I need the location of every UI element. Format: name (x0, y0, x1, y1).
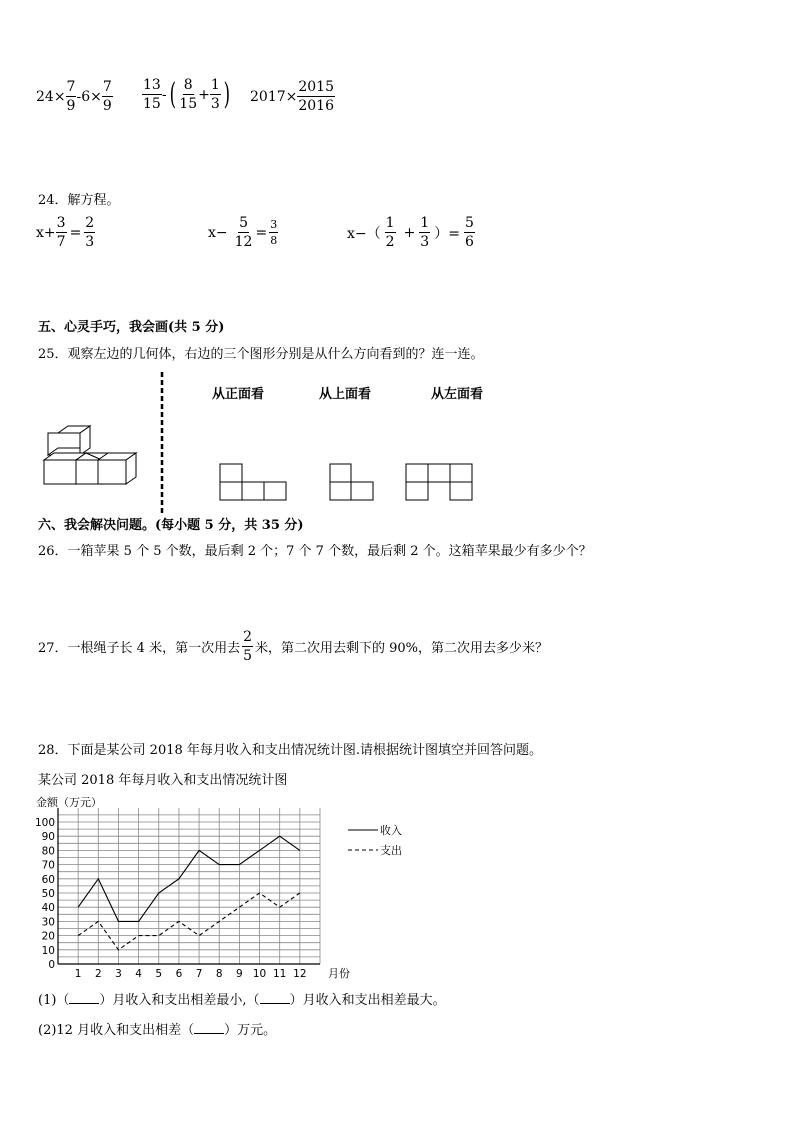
numerator: 2 (85, 215, 95, 231)
y-tick-label: 70 (41, 859, 55, 872)
calc-expression-2 (142, 78, 232, 111)
y-tick-label: 100 (34, 817, 55, 829)
chart-grid (58, 808, 320, 964)
x-tick-labels (75, 968, 307, 980)
denominator: 3 (420, 234, 430, 250)
eq-text: x−（ (347, 225, 381, 242)
denominator: 12 (234, 234, 253, 250)
q25-figure (36, 368, 496, 516)
x-tick-label: 8 (215, 968, 223, 980)
numerator: 3 (270, 218, 278, 231)
y-tick-label: 50 (41, 888, 55, 900)
equation-1 (36, 216, 95, 249)
x-tick-label: 4 (135, 968, 142, 980)
q27-pre: 27．一根绳子长 4 米，第一次用去 (38, 641, 241, 656)
numerator: 5 (239, 215, 249, 231)
eq-text: + (403, 224, 416, 241)
x-tick-label: 12 (293, 968, 307, 980)
q26-text: 26．一箱苹果 5 个 5 个数，最后剩 2 个；7 个 7 个数，最后剩 2 个。这箱苹果最少有多少个？ (38, 544, 592, 559)
denominator: 6 (464, 234, 474, 250)
q25-text: 25．观察左边的几何体，右边的三个图形分别是从什么方向看到的？连一连。 (38, 347, 484, 362)
q28-sub2-b: ）万元。 (224, 1023, 277, 1038)
denominator: 3 (85, 234, 95, 250)
answer-blank-3[interactable] (194, 1021, 224, 1034)
denominator: 15 (143, 96, 161, 112)
label-left-view: 从左面看 (431, 387, 484, 402)
expr-text: - (161, 86, 167, 103)
label-front-view: 从正面看 (212, 387, 265, 402)
x-tick-label: 1 (74, 968, 82, 980)
denominator: 7 (56, 234, 66, 250)
numerator: 8 (183, 77, 193, 93)
q27-text (38, 630, 548, 663)
eq-text: x− (208, 224, 228, 241)
y-tick-label: 40 (41, 902, 55, 915)
numerator: 2 (243, 629, 252, 645)
denominator: 2 (385, 234, 395, 250)
numerator: 1 (385, 215, 395, 231)
numerator: 2015 (298, 79, 334, 95)
expr-text: 2017× (250, 88, 298, 105)
expr-text: + (198, 86, 210, 103)
numerator: 5 (464, 215, 474, 231)
answer-blank-1[interactable] (69, 991, 99, 1004)
numerator: 1 (420, 215, 430, 231)
expr-text: 24× (36, 88, 66, 105)
right-paren: ) (223, 76, 230, 112)
chart-title: 某公司 2018 年每月收入和支出情况统计图 (38, 773, 288, 788)
numerator: 7 (66, 79, 76, 95)
calc-expression-1 (36, 80, 113, 113)
q28-sub1 (38, 989, 446, 1008)
view-shape-b[interactable] (330, 464, 373, 500)
y-tick-label: 10 (41, 944, 55, 957)
q27-post: 米，第二次用去剩下的 90%，第二次用去多少米？ (255, 641, 549, 656)
eq-text: ）= (434, 225, 460, 242)
x-tick-label: 7 (195, 968, 203, 980)
expr-text: -6× (76, 88, 102, 105)
y-tick-label: 0 (48, 959, 55, 971)
x-axis-label: 月份 (328, 967, 350, 980)
section-6-title: 六、我会解决问题。(每小题 5 分，共 35 分) (38, 518, 304, 533)
legend-income-label: 收入 (380, 824, 402, 837)
view-shape-a[interactable] (220, 464, 286, 500)
calc-expression-3 (250, 80, 335, 113)
q24-title: 24．解方程。 (38, 193, 120, 208)
cube-solid (44, 426, 136, 484)
denominator: 9 (66, 98, 76, 114)
y-tick-label: 60 (41, 873, 55, 886)
chart-legend (348, 823, 402, 857)
q28-sub1-b: ）月收入和支出相差最小,（ (99, 993, 260, 1008)
q28-sub1-a: (1)（ (38, 993, 70, 1008)
y-tick-label: 90 (41, 831, 55, 844)
y-axis-label: 金额（万元） (36, 796, 102, 809)
legend-expense-label: 支出 (380, 844, 402, 857)
numerator: 13 (143, 77, 161, 93)
denominator: 2016 (298, 98, 334, 114)
eq-text: x+ (36, 224, 56, 241)
numerator: 1 (210, 77, 220, 93)
x-tick-label: 3 (115, 968, 122, 980)
eq-text: = (69, 224, 82, 241)
q28-text: 28．下面是某公司 2018 年每月收入和支出情况统计图.请根据统计图填空并回答问题。 (38, 743, 543, 758)
denominator: 8 (270, 234, 278, 247)
line-chart (30, 792, 430, 984)
denominator: 15 (179, 96, 198, 112)
y-tick-labels (35, 817, 55, 971)
q28-sub2-a: (2)12 月收入和支出相差（ (38, 1023, 195, 1038)
y-tick-label: 30 (41, 916, 55, 929)
section-5-title: 五、心灵手巧，我会画(共 5 分) (38, 320, 225, 335)
x-tick-label: 11 (273, 968, 287, 980)
answer-blank-2[interactable] (260, 991, 290, 1004)
denominator: 5 (243, 648, 252, 664)
numerator: 3 (56, 215, 66, 231)
denominator: 3 (210, 96, 220, 112)
equation-3 (347, 216, 475, 249)
numerator: 7 (102, 79, 112, 95)
y-tick-label: 80 (41, 845, 55, 858)
left-paren: ( (169, 76, 176, 112)
label-top-view: 从上面看 (319, 387, 372, 402)
equation-2 (208, 216, 278, 249)
x-tick-label: 2 (94, 968, 102, 980)
view-shape-c[interactable] (406, 464, 472, 500)
eq-text: = (255, 224, 268, 241)
x-tick-label: 5 (155, 968, 163, 980)
denominator: 9 (102, 98, 112, 114)
q28-sub1-c: ）月收入和支出相差最大。 (289, 993, 446, 1008)
q28-sub2 (38, 1019, 276, 1038)
x-tick-label: 6 (175, 968, 183, 980)
x-tick-label: 10 (252, 968, 267, 980)
x-tick-label: 9 (236, 968, 243, 980)
y-tick-label: 20 (41, 930, 55, 943)
